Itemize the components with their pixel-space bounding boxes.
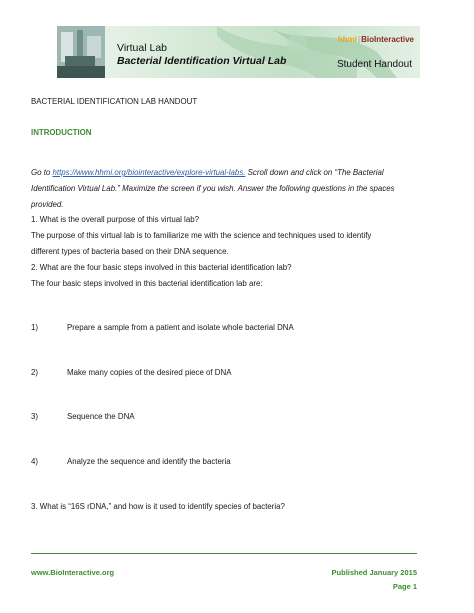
answer-1-line-1: The purpose of this virtual lab is to familiarize me with the science and techniques used to identify <box>31 231 372 240</box>
answer-1-line-2: different types of bacteria based on their DNA sequence. <box>31 247 229 256</box>
hhmi-biointeractive-logo: hhmi|BioInteractive <box>337 35 414 44</box>
instructions-line-1: Go to https://www.hhmi.org/biointeractive/explore-virtual-labs. Scroll down and click on “The Bacterial <box>31 168 384 177</box>
question-1: 1. What is the overall purpose of this virtual lab? <box>31 215 199 224</box>
step-item: 1) Prepare a sample from a patient and isolate whole bacterial DNA <box>31 323 294 332</box>
banner-subtitle: Virtual Lab <box>117 42 168 54</box>
section-heading-introduction: INTRODUCTION <box>31 128 92 137</box>
footer-published-date: Published January 2015 <box>331 568 417 577</box>
footer-page-number: Page 1 <box>392 582 417 591</box>
document-heading: BACTERIAL IDENTIFICATION LAB HANDOUT <box>31 97 198 106</box>
instructions-line-3: provided. <box>31 200 64 209</box>
footer-divider <box>31 553 417 554</box>
step-item: 2) Make many copies of the desired piece of DNA <box>31 368 232 377</box>
answer-2-intro: The four basic steps involved in this bacterial identification lab are: <box>31 279 263 288</box>
virtual-labs-link[interactable]: https://www.hhmi.org/biointeractive/explore-virtual-labs. <box>52 168 246 177</box>
question-3: 3. What is “16S rDNA,” and how is it used to identify species of bacteria? <box>31 502 285 511</box>
instructions-line-2: Identification Virtual Lab.” Maximize the screen if you wish. Answer the following questions in the spaces <box>31 184 395 193</box>
step-item: 4) Analyze the sequence and identify the bacteria <box>31 457 231 466</box>
question-2: 2. What are the four basic steps involved in this bacterial identification lab? <box>31 263 292 272</box>
step-item: 3) Sequence the DNA <box>31 412 135 421</box>
student-handout-label: Student Handout <box>336 59 412 70</box>
footer-website: www.BioInteractive.org <box>31 568 115 577</box>
banner-title: Bacterial Identification Virtual Lab <box>117 55 287 67</box>
header-banner <box>57 26 420 78</box>
